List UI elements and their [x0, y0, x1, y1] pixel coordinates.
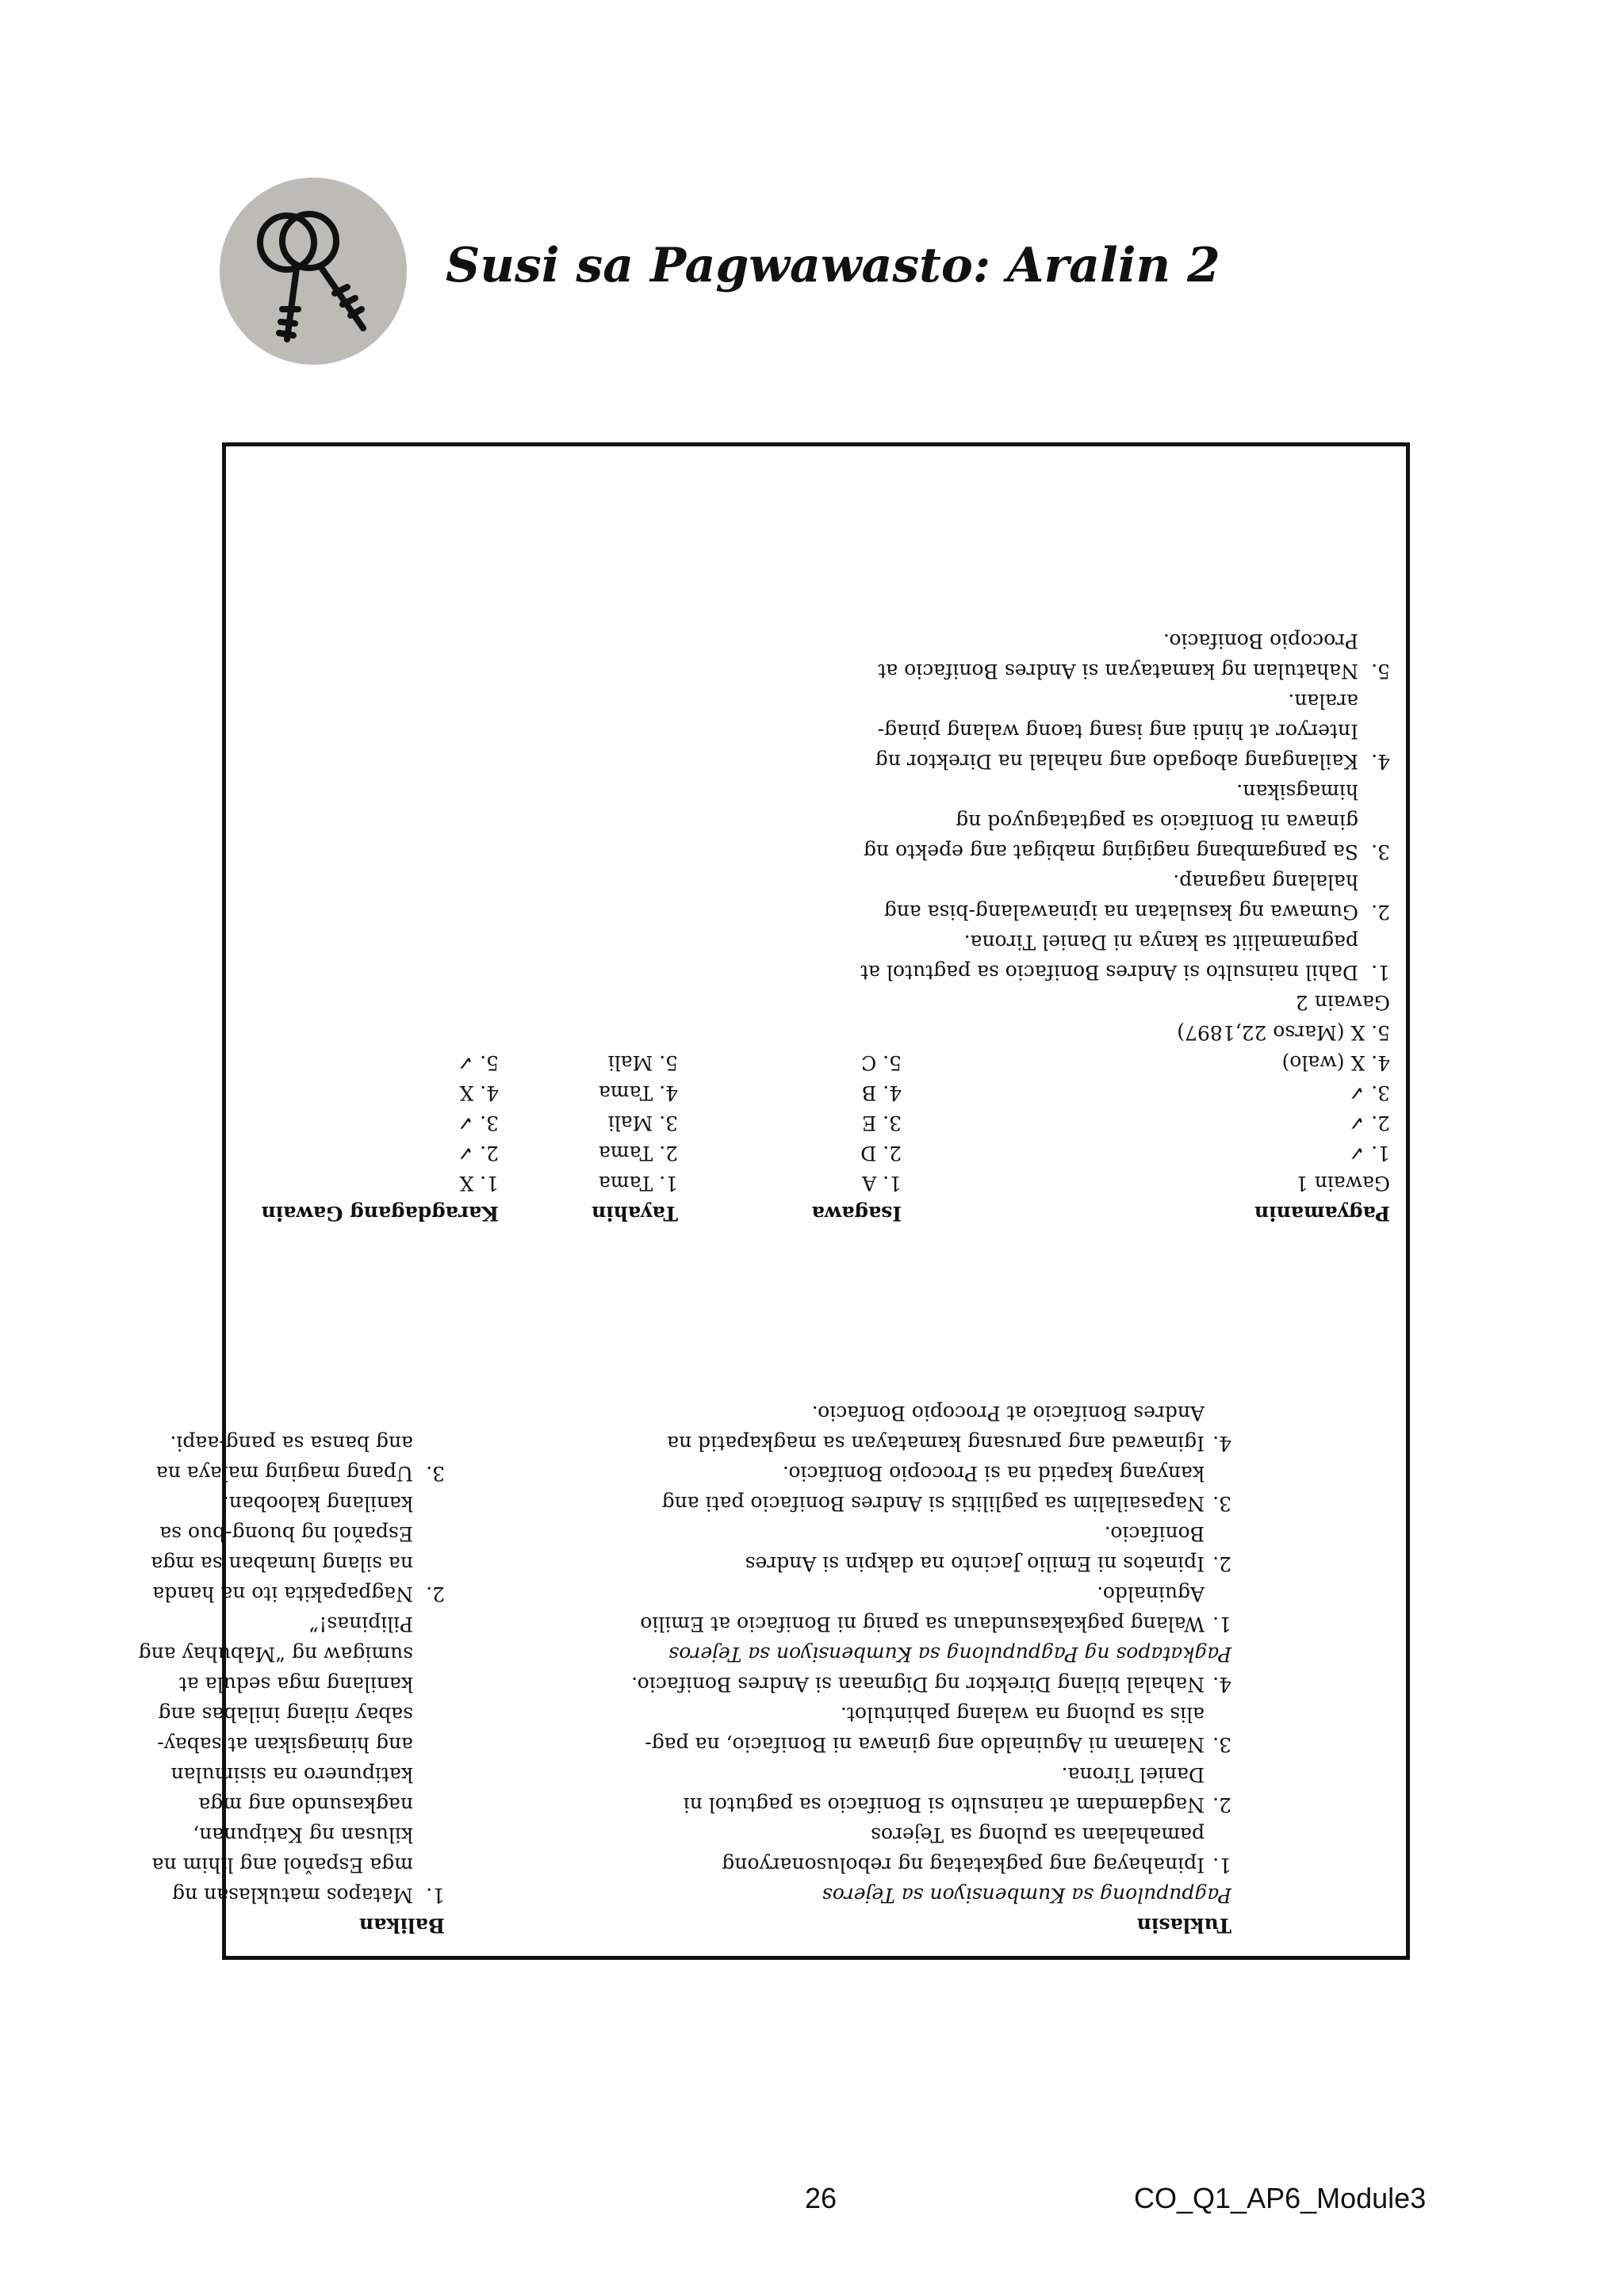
list-item: 5. ✓: [457, 1051, 499, 1074]
page-title: Susi sa Pagwawasto: Aralin 2: [446, 238, 1220, 293]
tuklasin-section1-title: Pagpupulong sa Kumbensiyon sa Tejeros: [822, 1884, 1231, 1907]
tuklasin-heading: Tuklasin: [1136, 1914, 1231, 1937]
list-item: 1. Walang pagkakasundaun sa panig ni Bonifacio at Emilio Aguinaldo.: [640, 1582, 1231, 1636]
list-item: 2. Nagpapakita ito na handa na silang lumaban sa mga Espaňol ng buong-buo sa kanilang kalooban.: [151, 1492, 445, 1605]
list-item: 3. Upang maging malaya na ang bansa sa pang-aapi.: [155, 1432, 445, 1485]
list-item: 4. Iginawad ang parusang kamatayan sa magkapatid na Andres Bonifacio at Procopio Bonfacio.: [667, 1402, 1231, 1455]
list-item: 2. Tama: [598, 1142, 678, 1165]
list-item: 1. X: [459, 1172, 499, 1195]
karagdagang-gawain-section: [229, 1047, 499, 1228]
list-item: 4. Tama: [598, 1081, 678, 1104]
pagyamanin-heading: Pagyamanin: [1254, 1202, 1390, 1225]
list-item: 1. ✓: [1348, 1142, 1390, 1165]
list-item: 5. X (Marso 22,1897): [1177, 1021, 1390, 1044]
list-item: 1. Matapos matuklasan ng mga Espaňol ang lihim na kilusan ng Katipunan, nagkasundo ang mga katipunero na sisimulan ang himagsikan at sabay- sabay nilang inilabas ang kanilang mga sedula at sumigaw ng “Mabuhay ang Pilipinas!”: [138, 1613, 445, 1907]
list-item: 1. Ipinahayag ang pagkatatag ng rebolusonaryong pamahalaan sa pulong sa Tejeros: [722, 1823, 1231, 1877]
list-item: 1. A: [862, 1172, 902, 1195]
list-item: 3. Sa pangambang nagiging mabigat ang epekto ng ginawa ni Bonifacio sa pagtataguyod ng himagsikan.: [864, 780, 1390, 863]
list-item: 2. ✓: [457, 1142, 499, 1165]
list-item: 1. Tama: [598, 1172, 678, 1195]
answer-key-rotated: [138, 446, 1406, 1956]
isagawa-heading: Isagawa: [811, 1202, 902, 1225]
isagawa-section: [759, 1047, 902, 1228]
list-item: 5. Mali: [607, 1051, 678, 1074]
list-item: 3. ✓: [457, 1112, 499, 1135]
module-code: CO_Q1_AP6_Module3: [1134, 2182, 1427, 2214]
list-item: 2. Gumawa ng kasulatan na ipinawalang-bisa ang halalang naganap.: [883, 871, 1390, 924]
list-item: 2. Ipinatos ni Emilio Jacinto na dakpin si Andres Bonifacio.: [745, 1522, 1231, 1575]
list-item: 4. B: [861, 1081, 902, 1104]
list-item: 4. X (walo): [1281, 1051, 1390, 1074]
list-item: 2. Nagdamdam at nainsulto si Bonifacio sa pagtutol ni Daniel Tirona.: [683, 1763, 1231, 1816]
list-item: 3. Napasailalim sa paglilitis si Andres Bonifacio pati ang kanyang kapatid na si Procopio Bonifacio.: [661, 1462, 1231, 1515]
list-item: 2. ✓: [1348, 1112, 1390, 1135]
tayahin-heading: Tayahin: [592, 1202, 678, 1225]
list-item: 4. Nahalal bilang Direktor ng Digmaan si Andres Bonifacio.: [631, 1673, 1231, 1696]
list-item: 3. E: [861, 1112, 902, 1135]
list-item: 2. D: [860, 1142, 902, 1165]
karagdagang-heading: Karagdagang Gawain: [261, 1202, 499, 1225]
tuklasin-section2-title: Pagkatapos ng Pagpupulong sa Kumbensiyon sa Tejeros: [668, 1643, 1231, 1666]
list-item: 4. Kailangang abogado ang nahalal na Direktor ng Interyor at hindi ang isang taong walang pinag- aralan.: [875, 690, 1390, 773]
tuklasin-section: [470, 1398, 1231, 1940]
list-item: 3. Nalaman ni Aguinaldo ang ginawa ni Bonifacio, na pag- alis sa pulong na walang pahintulot.: [645, 1703, 1231, 1756]
list-item: 1. Dahil nainsulto si Andres Bonifacio sa pagtutol at pagmamaliit sa kanya ni Daniel Tirona.: [860, 931, 1390, 984]
list-item: 3. ✓: [1348, 1081, 1390, 1104]
tayahin-section: [535, 1047, 678, 1228]
list-item: 4. X: [459, 1081, 499, 1104]
page-number: 26: [805, 2182, 837, 2214]
keys-icon: [216, 173, 411, 369]
gawain2-title: Gawain 2: [1295, 991, 1390, 1014]
list-item: 3. Mali: [607, 1112, 678, 1135]
balikan-heading: Balikan: [358, 1914, 445, 1937]
list-item: 5. Nahatulan ng kamatayan si Andres Bonifacio at Procopio Bonifacio.: [878, 629, 1390, 683]
gawain1-title: Gawain 1: [1295, 1172, 1390, 1195]
balikan-section: [138, 1428, 445, 1940]
answer-key-box: [138, 442, 1410, 1960]
list-item: 5. C: [861, 1051, 902, 1074]
